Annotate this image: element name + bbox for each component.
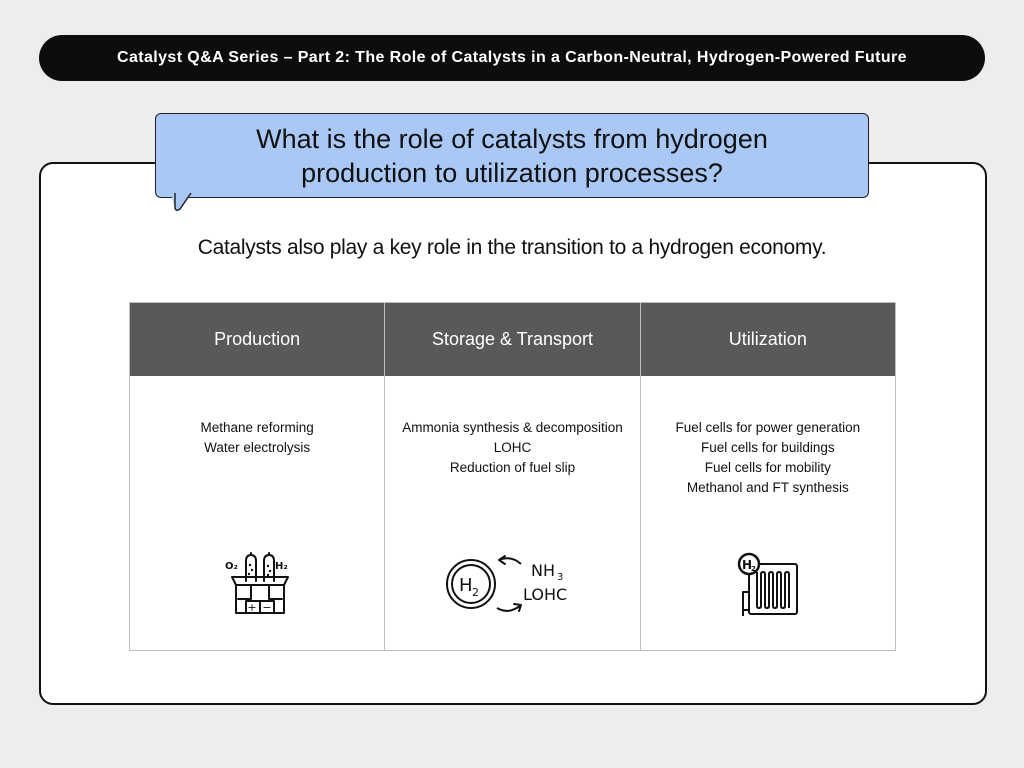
item-list [130,418,384,458]
svg-text:LOHC: LOHC [523,585,568,604]
list-item: Water electrolysis [204,440,311,455]
hydrogen-storage-cycle-icon [445,552,585,622]
svg-text:3: 3 [557,572,564,583]
column-body [130,376,384,650]
column-storage-transport [385,303,640,650]
series-title: Catalyst Q&A Series – Part 2: The Role of Catalysts in a Carbon-Neutral, Hydrogen-Powered Future [117,49,907,66]
electrolysis-icon [224,551,296,619]
svg-text:2: 2 [750,565,756,573]
question-bubble [155,113,869,198]
series-banner [39,35,985,81]
svg-text:O₂: O₂ [225,561,238,572]
column-production [130,303,385,650]
item-list [385,418,639,478]
column-body [385,376,639,650]
svg-text:H₂: H₂ [275,561,288,572]
column-header: Production [130,303,384,376]
svg-text:H: H [459,575,473,596]
intro-statement: Catalysts also play a key role in the transition to a hydrogen economy. [197,236,827,259]
list-item: LOHC [493,440,532,455]
list-item: Ammonia synthesis & decomposition [402,420,623,435]
list-item: Methanol and FT synthesis [686,480,849,495]
column-header: Utilization [641,303,895,376]
list-item: Fuel cells for buildings [701,440,835,455]
svg-text:2: 2 [472,586,480,599]
column-header: Storage & Transport [385,303,639,376]
svg-text:+: + [247,601,257,614]
catalyst-role-table [129,302,896,651]
list-item: Fuel cells for power generation [675,420,861,435]
item-list [641,418,895,498]
fuel-cell-icon [737,552,801,618]
svg-text:H: H [741,558,752,572]
list-item: Fuel cells for mobility [704,460,831,475]
speech-bubble-tail-icon [170,193,194,213]
list-item: Reduction of fuel slip [449,460,576,475]
question-line-2: production to utilization processes? [301,157,723,188]
column-body [641,376,895,650]
list-item: Methane reforming [200,420,314,435]
svg-text:NH: NH [531,561,556,580]
question-line-1: What is the role of catalysts from hydrogen [256,123,768,154]
column-utilization [641,303,895,650]
svg-text:−: − [262,601,272,614]
